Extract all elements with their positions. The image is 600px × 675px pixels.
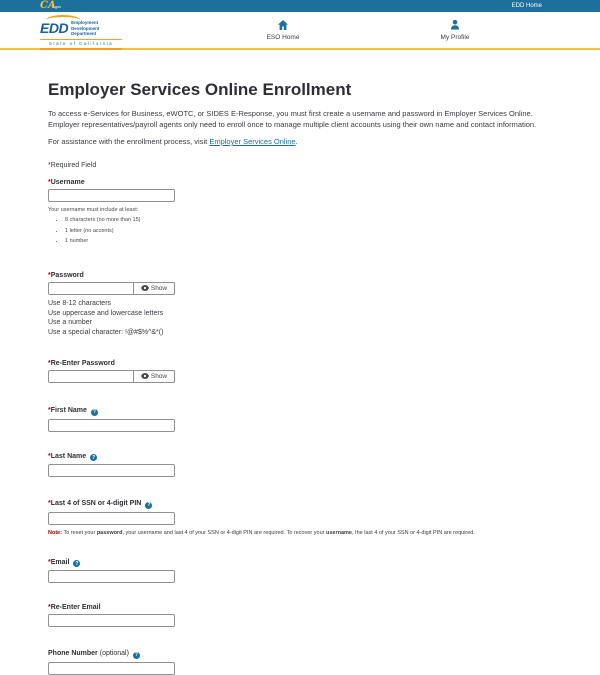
eye-icon bbox=[141, 373, 149, 381]
reenter-password-show-button[interactable]: Show bbox=[133, 370, 175, 383]
edd-home-link[interactable]: EDD Home bbox=[511, 3, 542, 9]
reenter-email-label: *Re-Enter Email bbox=[48, 604, 101, 611]
ssn-pin-group bbox=[48, 500, 552, 537]
eye-icon bbox=[141, 285, 149, 293]
last-name-help-icon[interactable]: ? bbox=[92, 454, 96, 461]
ssn-pin-note: Note: To reset your password, your username and last 4 of your SSN or 4-digit PIN are required. To recover your username, the last 4 of your SSN or 4-digit PIN are required. bbox=[48, 529, 475, 536]
password-rules: Use 8-12 characters Use uppercase and lowercase letters Use a number Use a special character: !@#$%^&*() bbox=[48, 300, 164, 336]
person-icon bbox=[415, 19, 495, 31]
username-hint-title: Your username must include at least: bbox=[48, 207, 139, 213]
edd-logo-state: State of California bbox=[40, 39, 122, 50]
edd-logo-wordmark: EDD bbox=[40, 20, 69, 37]
email-help-icon[interactable]: ? bbox=[75, 560, 79, 567]
username-group bbox=[48, 179, 552, 245]
username-label: *Username bbox=[48, 179, 85, 186]
nav-my-profile[interactable] bbox=[415, 19, 495, 41]
page-title: Employer Services Online Enrollment bbox=[48, 80, 352, 99]
first-name-help-icon[interactable]: ? bbox=[92, 409, 96, 415]
nav-my-profile-label: My Profile bbox=[440, 34, 470, 41]
intro-paragraph: To access e-Services for Business, eWOTC, or SIDES E-Response, you must first create a username and password in Employer Services Online. Employer representatives/payroll agents only need to enroll once to manage multiple client accounts using their own name and contact information. bbox=[48, 109, 537, 129]
password-show-button[interactable]: Show bbox=[133, 282, 175, 295]
phone-group bbox=[48, 650, 552, 675]
ssn-pin-label: *Last 4 of SSN or 4-digit PIN ? bbox=[48, 500, 151, 508]
email-group bbox=[48, 559, 552, 584]
last-name-label: *Last Name ? bbox=[48, 452, 96, 461]
ssn-pin-input[interactable] bbox=[48, 512, 175, 525]
nav-eso-home[interactable] bbox=[243, 19, 323, 41]
first-name-group bbox=[48, 407, 552, 432]
required-field-note: *Required Field bbox=[48, 162, 97, 169]
ca-gov-logo[interactable]: CAgov bbox=[40, 0, 62, 11]
username-input[interactable] bbox=[48, 189, 175, 202]
username-hint-list bbox=[48, 217, 552, 245]
password-group bbox=[48, 272, 552, 337]
employer-services-online-link[interactable]: Employer Services Online bbox=[209, 137, 296, 146]
phone-help-icon[interactable]: ? bbox=[134, 652, 138, 658]
edd-logo-text: Employment Development Department bbox=[71, 20, 100, 36]
ssn-pin-help-icon[interactable]: ? bbox=[147, 502, 151, 508]
top-utility-bar bbox=[0, 0, 600, 12]
assistance-paragraph: For assistance with the enrollment process, visit Employer Services Online. bbox=[48, 137, 298, 146]
edd-logo[interactable] bbox=[40, 15, 122, 50]
phone-label: Phone Number (optional) ? bbox=[48, 650, 138, 658]
reenter-email-group bbox=[48, 604, 552, 627]
first-name-input[interactable] bbox=[48, 419, 175, 432]
reenter-password-label: *Re-Enter Password bbox=[48, 360, 115, 367]
email-label: *Email ? bbox=[48, 558, 79, 567]
username-hint-item: • 1 letter (no accents) bbox=[65, 228, 552, 235]
reenter-password-group bbox=[48, 360, 552, 383]
reenter-email-input[interactable] bbox=[48, 614, 175, 627]
username-hint-item: • 8 characters (no more than 15) bbox=[65, 217, 552, 224]
site-header bbox=[0, 12, 600, 50]
home-icon bbox=[243, 19, 323, 31]
password-label: *Password bbox=[48, 272, 84, 279]
last-name-group bbox=[48, 453, 552, 478]
username-hint-item: • 1 number bbox=[65, 238, 552, 245]
first-name-label: *First Name ? bbox=[48, 407, 96, 415]
phone-input[interactable] bbox=[48, 662, 175, 675]
main-content bbox=[0, 80, 600, 675]
nav-eso-home-label: ESO Home bbox=[266, 34, 300, 41]
last-name-input[interactable] bbox=[48, 464, 175, 477]
email-input[interactable] bbox=[48, 570, 175, 583]
